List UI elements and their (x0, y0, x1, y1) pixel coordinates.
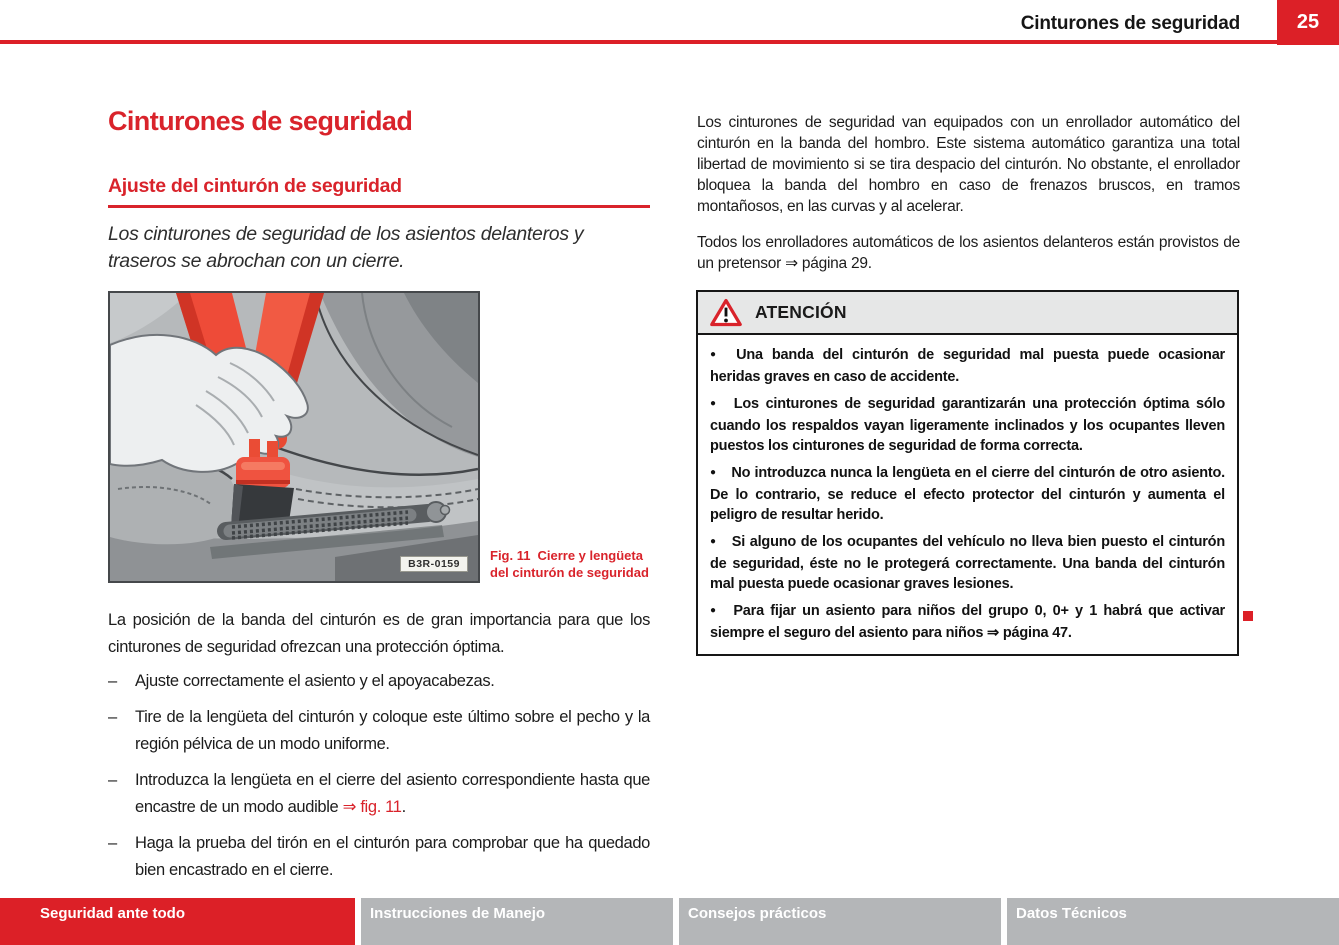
step-item (108, 704, 650, 758)
figure-label: Fig. 11 (490, 548, 531, 563)
warning-triangle-icon (710, 298, 742, 327)
section-title: Ajuste del cinturón de seguridad (108, 175, 650, 208)
bullet-icon: ● (710, 467, 717, 478)
page-number: 25 (1296, 11, 1320, 33)
dash-icon: – (108, 834, 117, 852)
lead-paragraph: Los cinturones de seguridad de los asientos delanteros y traseros se abrochan con un cierre. (108, 223, 584, 272)
step-text-pre: Introduzca la lengüeta en el cierre del asiento correspondiente hasta que encastre de un modo audible (135, 771, 650, 816)
body-paragraph: Todos los enrolladores automáticos de los asientos delanteros están provistos de un pretensor ⇒ página 29. (697, 234, 1240, 272)
intro-paragraph: La posición de la banda del cinturón es de gran importancia para que los cinturones de seguridad ofrezcan una protección óptima. (108, 611, 650, 656)
body-paragraph: Los cinturones de seguridad van equipados con un enrollador automático del cinturón en la banda del hombro. Este sistema automático garantiza una total libertad de movimiento si se tira despacio del cinturón. No obstante, el enrollador bloquea la banda del hombro en caso de frenazos bruscos, en tramos montañosos, en las curvas y al acelerar. (697, 114, 1240, 215)
step-item (108, 668, 650, 695)
attention-item (710, 394, 1225, 456)
left-column (108, 106, 650, 893)
attention-item-text: Si alguno de los ocupantes del vehículo no lleva bien puesto el cinturón de seguridad, éste no le protegerá correctamente. Una banda del cinturón mal puesta puede ocasionar graves lesiones. (710, 534, 1225, 592)
attention-item-text: Los cinturones de seguridad garantizarán una protección óptima sólo cuando los respaldos vayan ligeramente inclinados y los ocupantes lleven puestos los cinturones de seguridad de forma correcta. (710, 396, 1225, 454)
figure-image-code: B3R-0159 (400, 556, 468, 572)
footer-tab-seguridad-ante-todo[interactable]: Seguridad ante todo (0, 898, 355, 945)
attention-item-text: Una banda del cinturón de seguridad mal puesta puede ocasionar heridas graves en caso de accidente. (710, 347, 1226, 385)
step-text: Tire de la lengüeta del cinturón y coloque este último sobre el pecho y la región pélvica de un modo uniforme. (135, 708, 650, 753)
right-column (697, 112, 1240, 289)
attention-header (698, 292, 1237, 335)
figure-reference-link[interactable]: ⇒ fig. 11 (342, 798, 402, 816)
dash-icon: – (108, 771, 117, 789)
bullet-icon: ● (710, 398, 719, 409)
attention-title: ATENCIÓN (755, 302, 847, 322)
article-title: Cinturones de seguridad (108, 106, 413, 136)
footer-tab-instrucciones-de-manejo[interactable]: Instrucciones de Manejo (361, 898, 673, 945)
bullet-icon: ● (710, 536, 717, 547)
dash-icon: – (108, 672, 117, 690)
attention-item-text: No introduzca nunca la lengüeta en el cierre del cinturón de otro asiento. De lo contrario, se reduce el efecto protector del cinturón y aumenta el peligro de resultar herido. (710, 465, 1225, 523)
step-text-post: . (401, 798, 406, 816)
step-text: Haga la prueba del tirón en el cinturón para comprobar que ha quedado bien encastrado en el cierre. (135, 834, 650, 879)
attention-item (710, 463, 1225, 525)
figure-row (108, 291, 650, 583)
footer-tab-consejos-practicos[interactable]: Consejos prácticos (679, 898, 1001, 945)
attention-item (710, 601, 1225, 643)
attention-box (696, 290, 1239, 656)
dash-icon: – (108, 708, 117, 726)
attention-item (710, 532, 1225, 594)
step-text (135, 767, 650, 821)
header-rule (0, 40, 1339, 44)
footer (0, 898, 1339, 945)
page-number-badge (1277, 0, 1339, 45)
step-item (108, 767, 650, 821)
attention-item (710, 345, 1225, 387)
bullet-icon: ● (710, 605, 719, 616)
end-of-section-marker (1243, 611, 1253, 621)
attention-item-text: Para fijar un asiento para niños del grupo 0, 0+ y 1 habrá que activar siempre el seguro del asiento para niños ⇒ página 47. (710, 603, 1225, 641)
step-list (108, 668, 650, 884)
step-item (108, 830, 650, 884)
footer-tab-datos-tecnicos[interactable]: Datos Técnicos (1007, 898, 1339, 945)
step-text: Ajuste correctamente el asiento y el apoyacabezas. (135, 672, 495, 690)
figure-caption-text: Cierre y lengüeta del cinturón de seguridad (490, 548, 649, 580)
attention-body (698, 335, 1237, 654)
figure-image (108, 291, 480, 583)
header-chapter-title: Cinturones de seguridad (1020, 13, 1240, 34)
bullet-icon: ● (710, 349, 722, 360)
seatbelt-buckle-illustration (110, 293, 478, 581)
figure-caption (490, 547, 652, 581)
